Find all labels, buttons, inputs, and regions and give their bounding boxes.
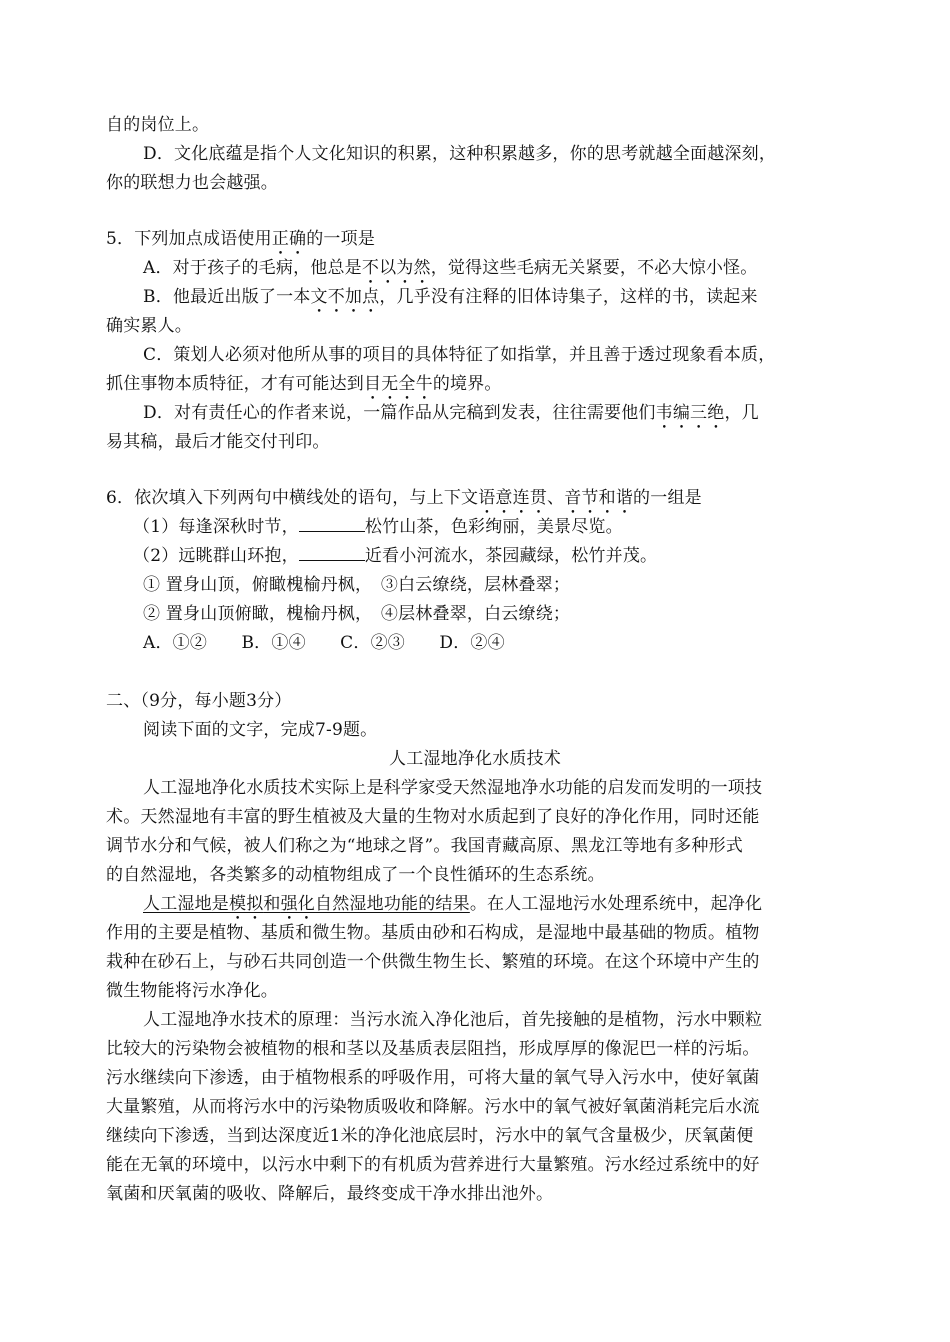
q6-s2-text: （2）远眺群山环抱，	[133, 546, 299, 566]
q5-stem-dotted: 正确	[271, 229, 307, 249]
passage-p2-line1	[143, 890, 883, 918]
q6-stem-text: 6．依次填入下列两句中横线处的语句，与上下文	[106, 488, 479, 508]
q5-c-text: 抓住事物本质特征，才有可能达到	[106, 374, 364, 394]
passage-p3-line4: 大量繁殖，从而将污水中的污染物质吸收和降解。污水中的氧气被好氧菌消耗完后水流	[106, 1097, 760, 1117]
underlined-dotted-2: 强化	[280, 894, 316, 914]
q4-option-d-line2: 你的联想力也会越强。	[106, 173, 278, 193]
section2-header: 二、（9分，每小题3分）	[106, 691, 292, 711]
passage-p3-line7: 氧菌和厌氧菌的吸收、降解后，最终变成干净水排出池外。	[106, 1184, 554, 1204]
q5-c-idiom: 目无全牛	[364, 374, 433, 394]
q5-d-text-end: ，几	[724, 403, 759, 423]
underlined-part-1: 人工湿地是	[143, 894, 229, 914]
q5-stem	[106, 225, 846, 253]
q5-b-text: B．他最近出版了一本	[143, 287, 311, 307]
q5-a-text: A．对于孩子的毛病，他总是	[143, 258, 362, 278]
q5-option-d	[143, 399, 883, 427]
q5-option-c-line2	[106, 370, 846, 398]
q6-options-row-1: ① 置身山顶，俯瞰槐榆丹枫， ③白云缭绕，层林叠翠；	[143, 575, 571, 595]
q5-option-a	[143, 254, 883, 282]
q6-sentence-1	[133, 513, 873, 541]
passage-p1-line1: 人工湿地净化水质技术实际上是科学家受天然湿地净水功能的启发而发明的一项技	[143, 778, 763, 798]
underlined-part-2: 和	[263, 894, 281, 914]
q4-option-d-line1: D．文化底蕴是指个人文化知识的积累，这种积累越多，你的思考就越全面越深刻，	[143, 144, 777, 164]
q6-s1-blank	[299, 517, 365, 532]
q6-stem-dotted-1: 语意连贯	[478, 488, 548, 508]
q5-b-idiom: 文不加点	[310, 287, 380, 307]
q6-s1-text-end: 松竹山茶，色彩绚丽，美景尽览。	[364, 517, 623, 537]
passage-p3-line6: 能在无氧的环境中，以污水中剩下的有机质为营养进行大量繁殖。污水经过系统中的好	[106, 1155, 760, 1175]
q6-sentence-2	[133, 542, 873, 570]
passage-p2-line3: 栽种在砂石上，与砂石共同创造一个供微生物生长、繁殖的环境。在这个环境中产生的	[106, 952, 760, 972]
q5-stem-text: 5．下列加点成语使用	[106, 229, 272, 249]
passage-p3-line5: 继续向下渗透，当到达深度近1米的净化池底层时，污水中的氧气含量极少，厌氧菌便	[106, 1126, 754, 1146]
q5-b-text-end: ，几乎没有注释的旧体诗集子，这样的书，读起来	[379, 287, 758, 307]
q5-option-c-line1: C．策划人必须对他所从事的项目的具体特征了如指掌，并且善于透过现象看本质，	[143, 345, 776, 365]
q6-s2-blank	[299, 546, 365, 561]
passage-p3-line2: 比较大的污染物会被植物的根和茎以及基质表层阻挡，形成厚厚的像泥巴一样的污垢。	[106, 1039, 760, 1059]
passage-p1-line2: 术。天然湿地有丰富的野生植被及大量的生物对水质起到了良好的净化作用，同时还能	[106, 807, 760, 827]
q6-s2-text-end: 近看小河流水，茶园藏绿，松竹并茂。	[364, 546, 658, 566]
q6-answer-choices: A．①② B．①④ C．②③ D．②④	[143, 633, 505, 653]
q5-c-text-end: 的境界。	[432, 374, 502, 394]
q6-stem-text-end: 的一组是	[633, 488, 702, 508]
q5-d-idiom: 韦编三绝	[655, 403, 725, 423]
q6-stem	[106, 484, 846, 512]
q5-stem-text-end: 的一项是	[306, 229, 376, 249]
passage-p2-line2: 作用的主要是植物、基质和微生物。基质由砂和石构成，是湿地中最基础的物质。植物	[106, 923, 760, 943]
passage-p2-line1-rest: 。在人工湿地污水处理系统中，起净化	[469, 894, 763, 914]
q6-s1-text: （1）每逢深秋时节，	[133, 517, 299, 537]
q4-continuation-line: 自的岗位上。	[106, 115, 210, 135]
q6-stem-dotted-2: 音节和谐	[564, 488, 634, 508]
passage-underlined-sentence	[143, 894, 470, 914]
q6-options-row-2: ② 置身山顶俯瞰，槐榆丹枫， ④层林叠翠，白云缭绕；	[143, 604, 571, 624]
q5-option-d-line2: 易其稿，最后才能交付刊印。	[106, 432, 330, 452]
q5-d-text: D．对有责任心的作者来说，一篇作品从完稿到发表，往往需要他们	[143, 403, 656, 423]
q6-stem-sep: 、	[547, 488, 565, 508]
q5-a-idiom: 不以为然	[361, 258, 431, 278]
passage-p2-line4: 微生物能将污水净化。	[106, 981, 278, 1001]
q5-a-text-end: ，觉得这些毛病无关紧要，不必大惊小怪。	[430, 258, 758, 278]
q5-option-b-line2: 确实累人。	[106, 316, 192, 336]
passage-p1-line4: 的自然湿地，各类繁多的动植物组成了一个良性循环的生态系统。	[106, 865, 605, 885]
underlined-part-3: 自然湿地功能的结果	[315, 894, 470, 914]
passage-title: 人工湿地净化水质技术	[389, 749, 561, 769]
q5-option-b	[143, 283, 883, 311]
passage-p3-line3: 污水继续向下渗透，由于植物根系的呼吸作用，可将大量的氧气导入污水中，使好氧菌	[106, 1068, 760, 1088]
section2-instruction: 阅读下面的文字，完成7-9题。	[143, 720, 378, 740]
passage-p3-line1: 人工湿地净水技术的原理：当污水流入净化池后，首先接触的是植物，污水中颗粒	[143, 1010, 763, 1030]
underlined-dotted-1: 模拟	[229, 894, 264, 914]
passage-p1-line3: 调节水分和气候，被人们称之为“地球之肾”。我国青藏高原、黑龙江等地有多种形式	[106, 836, 743, 856]
